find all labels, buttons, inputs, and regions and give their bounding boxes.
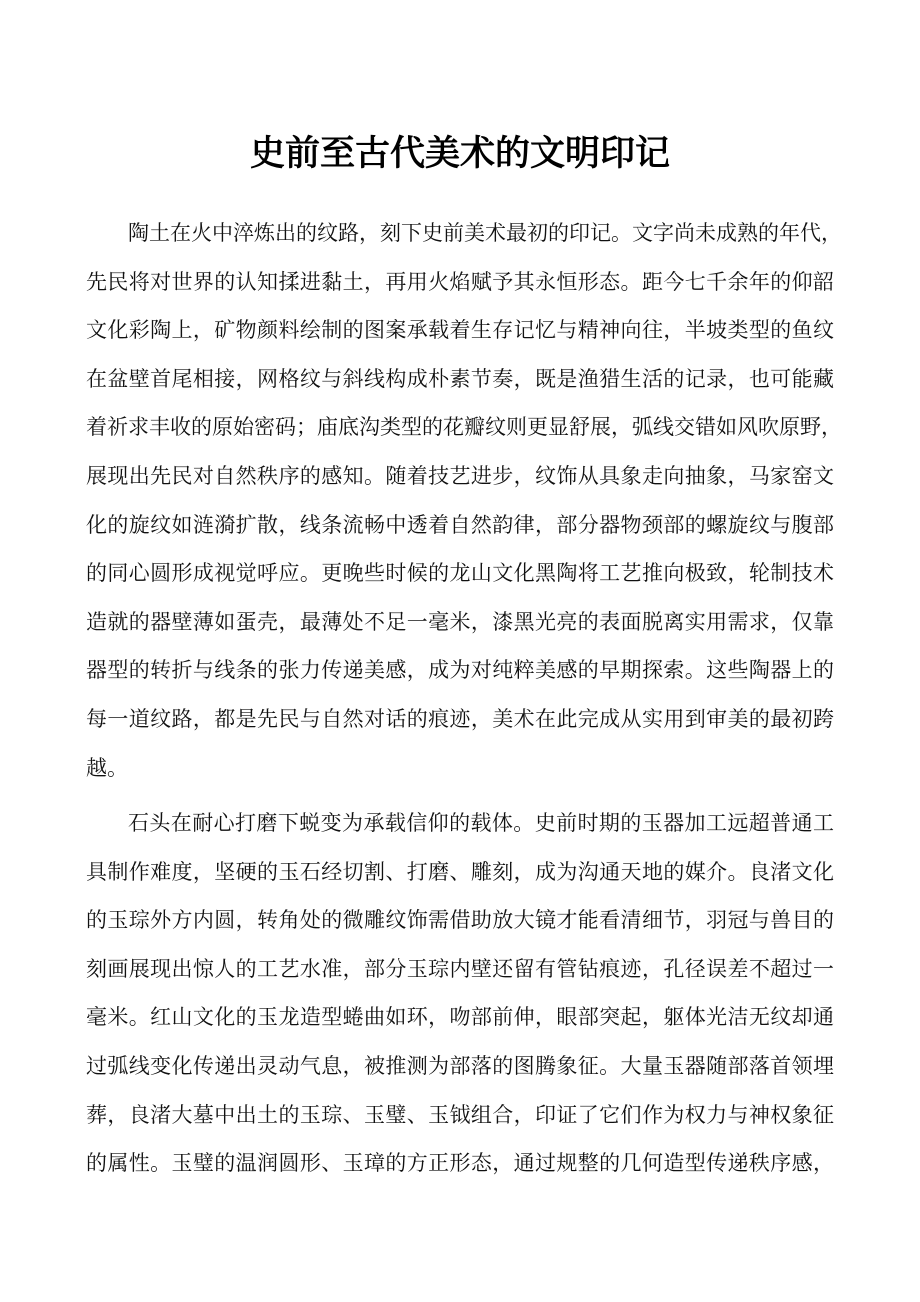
paragraph-line: 先民将对世界的认知揉进黏土，再用火焰赋予其永恒形态。距今七千余年的仰韶 — [86, 269, 834, 294]
paragraph-line: 每一道纹路，都是先民与自然对话的痕迹，美术在此完成从实用到审美的最初跨 — [86, 706, 834, 731]
paragraph-line: 文化彩陶上，矿物颜料绘制的图案承载着生存记忆与精神向往，半坡类型的鱼纹 — [86, 318, 834, 343]
document-title: 史前至古代美术的文明印记 — [249, 134, 670, 174]
paragraph-line: 着祈求丰收的原始密码；庙底沟类型的花瓣纹则更显舒展，弧线交错如风吹原野， — [86, 415, 842, 440]
paragraph-line: 的同心圆形成视觉呼应。更晚些时候的龙山文化黑陶将工艺推向极致，轮制技术 — [86, 561, 834, 586]
paragraph-jade — [86, 799, 834, 1188]
paragraph-line: 陶土在火中淬炼出的纹路，刻下史前美术最初的印记。文字尚未成熟的年代， — [128, 221, 842, 245]
paragraph-line: 越。 — [86, 755, 128, 780]
paragraph-line: 在盆壁首尾相接，网格纹与斜线构成朴素节奏，既是渔猎生活的记录，也可能藏 — [86, 366, 834, 391]
paragraph-line: 石头在耐心打磨下蜕变为承载信仰的载体。史前时期的玉器加工远超普通工 — [128, 811, 834, 835]
paragraph-line: 刻画展现出惊人的工艺水准，部分玉琮内壁还留有管钻痕迹，孔径误差不超过一 — [86, 956, 834, 981]
paragraph-pottery — [86, 209, 842, 792]
paragraph-line: 造就的器壁薄如蛋壳，最薄处不足一毫米，漆黑光亮的表面脱离实用需求，仅靠 — [86, 609, 834, 634]
paragraph-line: 葬，良渚大墓中出土的玉琮、玉璧、玉钺组合，印证了它们作为权力与神权象征 — [86, 1102, 834, 1127]
paragraph-line: 化的旋纹如涟漪扩散，线条流畅中透着自然韵律，部分器物颈部的螺旋纹与腹部 — [86, 512, 834, 537]
paragraph-line: 器型的转折与线条的张力传递美感，成为对纯粹美感的早期探索。这些陶器上的 — [86, 658, 834, 683]
paragraph-line: 展现出先民对自然秩序的感知。随着技艺进步，纹饰从具象走向抽象，马家窑文 — [86, 463, 834, 488]
paragraph-line: 具制作难度，坚硬的玉石经切割、打磨、雕刻，成为沟通天地的媒介。良渚文化 — [86, 859, 834, 884]
paragraph-line: 毫米。红山文化的玉龙造型蜷曲如环，吻部前伸，眼部突起，躯体光洁无纹却通 — [86, 1005, 834, 1030]
paragraph-line: 过弧线变化传递出灵动气息，被推测为部落的图腾象征。大量玉器随部落首领埋 — [86, 1053, 834, 1078]
paragraph-line: 的玉琮外方内圆，转角处的微雕纹饰需借助放大镜才能看清细节，羽冠与兽目的 — [86, 908, 834, 933]
paragraph-line: 的属性。玉璧的温润圆形、玉璋的方正形态，通过规整的几何造型传递秩序感， — [86, 1151, 834, 1176]
